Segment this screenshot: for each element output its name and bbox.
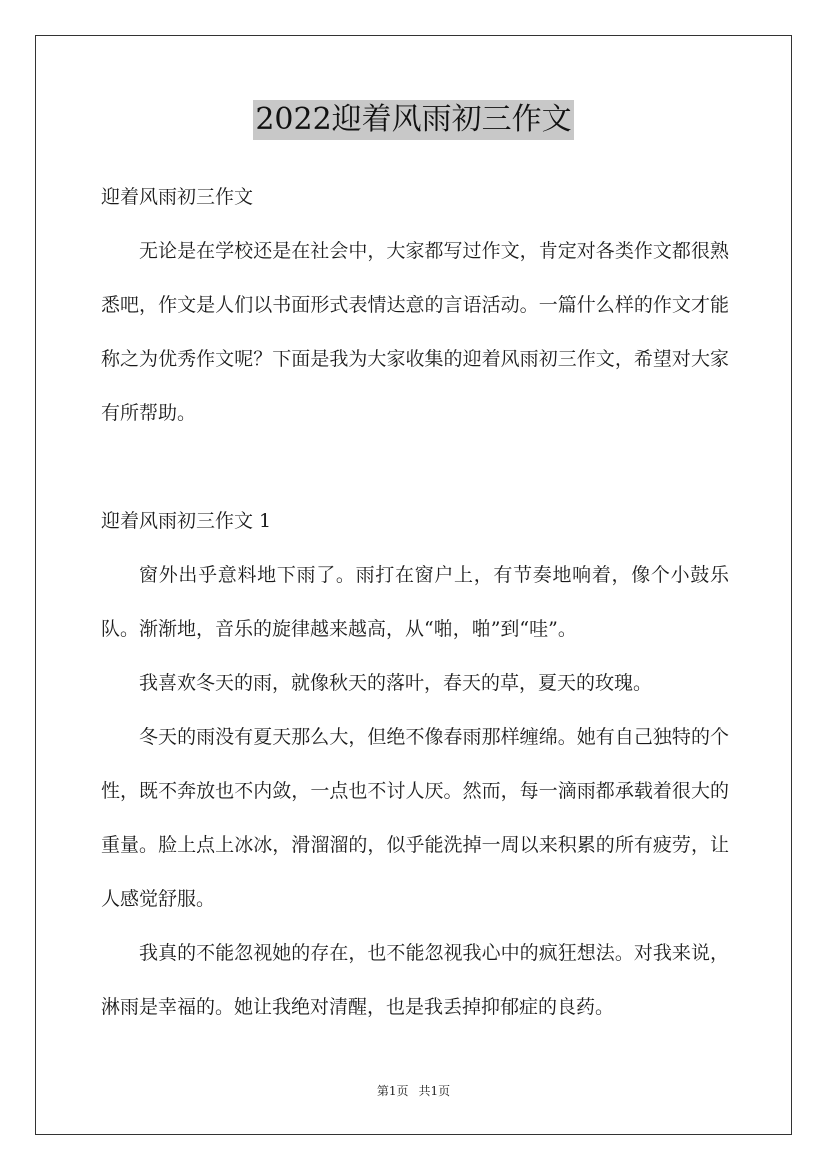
document-title: 2022迎着风雨初三作文 [253,100,573,140]
body-paragraph: 我真的不能忽视她的存在，也不能忽视我心中的疯狂想法。对我来说，淋雨是幸福的。她让我绝对清醒，也是我丢掉抑郁症的良药。 [101,942,729,1018]
section-heading-1: 迎着风雨初三作文 1 [101,510,272,532]
intro-paragraph: 无论是在学校还是在社会中，大家都写过作文，肯定对各类作文都很熟悉吧，作文是人们以书面形式表情达意的言语活动。一篇什么样的作文才能称之为优秀作文呢？下面是我为大家收集的迎着风雨初三作文，希望对大家有所帮助。 [101,240,729,424]
document-body [101,170,729,1034]
body-paragraph: 我喜欢冬天的雨，就像秋天的落叶，春天的草，夏天的玫瑰。 [139,672,653,694]
section-spacer [101,440,729,494]
title-container [0,100,827,140]
page-number: 第1页 [376,1084,409,1098]
page-total: 共1页 [418,1084,451,1098]
section-heading-main: 迎着风雨初三作文 [101,186,254,208]
body-paragraph: 冬天的雨没有夏天那么大，但绝不像春雨那样缠绵。她有自己独特的个性，既不奔放也不内敛，一点也不讨人厌。然而，每一滴雨都承载着很大的重量。脸上点上冰冰，滑溜溜的，似乎能洗掉一周以来积累的所有疲劳，让人感觉舒服。 [101,726,729,910]
body-paragraph: 窗外出乎意料地下雨了。雨打在窗户上，有节奏地响着，像个小鼓乐队。渐渐地，音乐的旋律越来越高，从“啪，啪”到“哇”。 [101,564,729,640]
page-footer [0,1082,827,1100]
